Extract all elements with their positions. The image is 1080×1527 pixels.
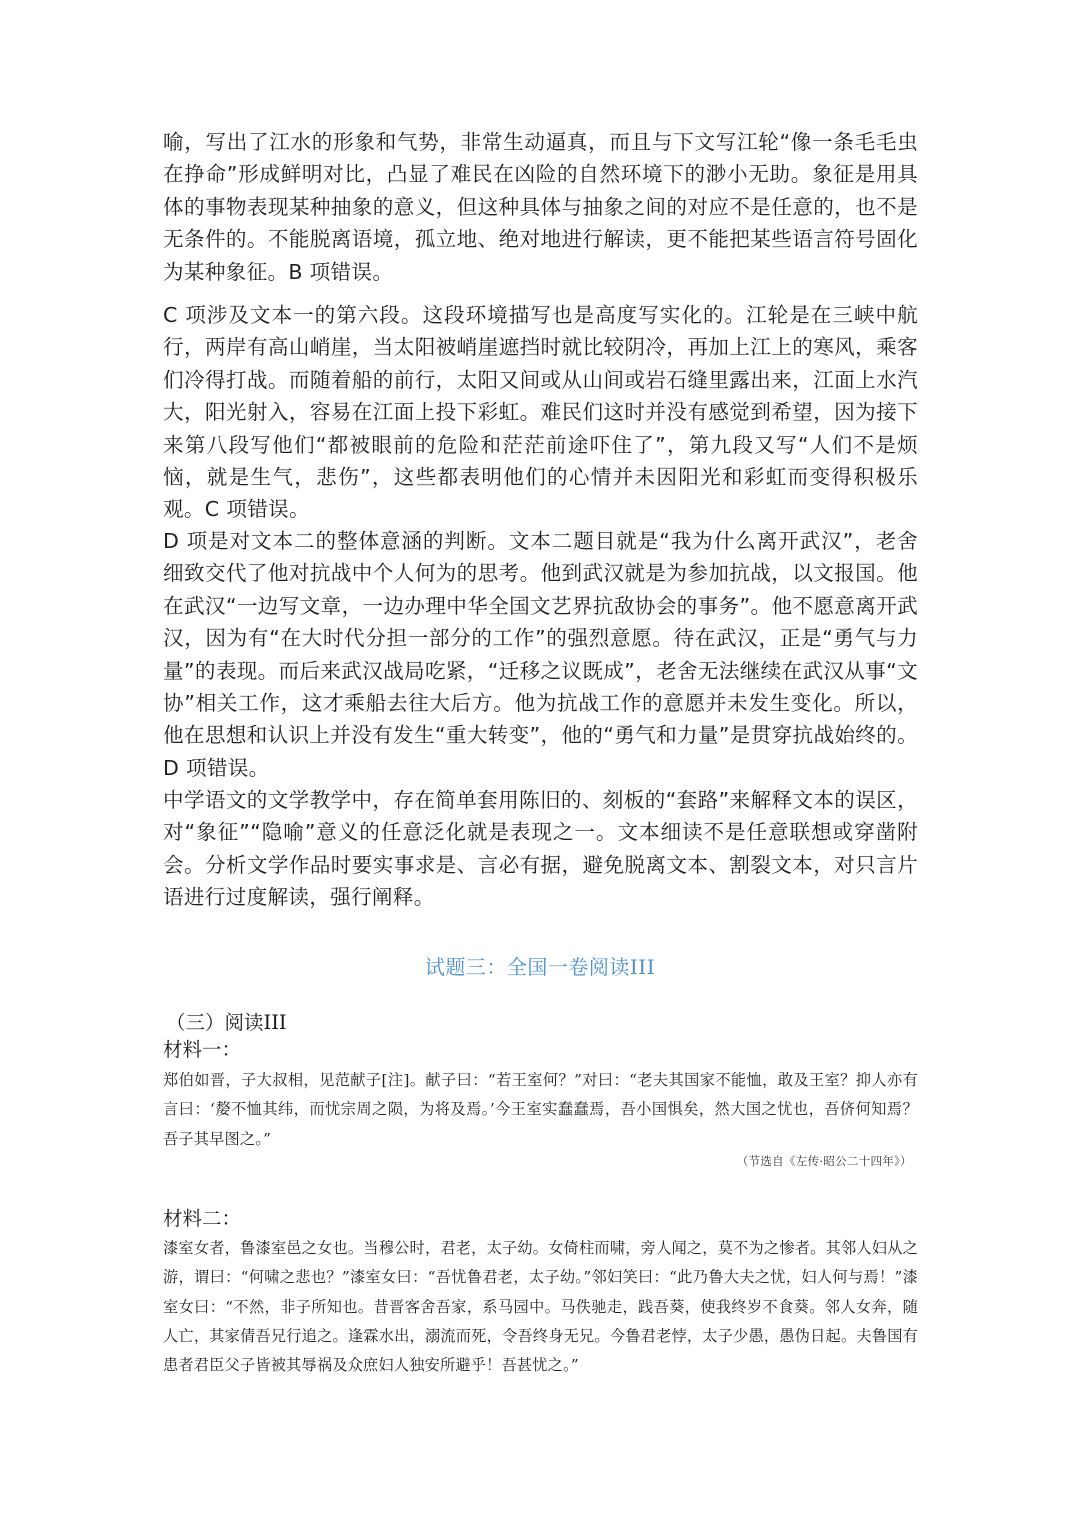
analysis-paragraph-c: C 项涉及文本一的第六段。这段环境描写也是高度写实化的。江轮是在三峡中航行，两岸有高山峭崖，当太阳被峭崖遮挡时就比较阴冷，再加上江上的寒风，乘客们冷得打战。而随着船的前行，太阳又间或从山间或岩石缝里露出来，江面上水汽大，阳光射入，容易在江面上投下彩虹。难民们这时并没有感觉到希望，因为接下来第八段写他们“都被眼前的危险和茫茫前途吓住了”，第九段又写“人们不是烦恼，就是生气，悲伤”，这些都表明他们的心情并未因阳光和彩虹而变得积极乐观。C 项错误。 <box>163 303 918 522</box>
analysis-paragraph-b: 喻，写出了江水的形象和气势，非常生动逼真，而且与下文写江轮“像一条毛毛虫在挣命”形成鲜明对比，凸显了难民在凶险的自然环境下的渺小无助。象征是用具体的事物表现某种抽象的意义，但这种具体与抽象之间的对应不是任意的，也不是无条件的。不能脱离语境，孤立地、绝对地进行解读，更不能把某些语言符号固化为某种象征。B 项错误。 <box>163 130 918 284</box>
material-1-text: 郑伯如晋，子大叔相，见范献子[注]。献子曰：“若王室何？”对曰：“老夫其国家不能恤，敢及王室？抑人亦有言曰：‘嫠不恤其纬，而忧宗周之陨，为将及焉。’今王室实蠢蠢焉，吾小国惧矣，然大国之忧也，吾侪何知焉？吾子其早图之。” <box>163 1071 918 1148</box>
reading-heading: （三）阅读III <box>166 1011 287 1034</box>
material-1-source: （节选自《左传·昭公二十四年》） <box>736 1154 912 1168</box>
section-title: 试题三：全国一卷阅读III <box>424 955 656 979</box>
analysis-paragraph-d: D 项是对文本二的整体意涵的判断。文本二题目就是“我为什么离开武汉”，老舍细致交代了他对抗战中个人何为的思考。他到武汉就是为参加抗战，以文报国。他在武汉“一边写文章，一边办理中华全国文艺界抗敌协会的事务”。他不愿意离开武汉，因为有“在大时代分担一部分的工作”的强烈意愿。待在武汉，正是“勇气与力量”的表现。而后来武汉战局吃紧，“迁移之议既成”，老舍无法继续在武汉从事“文协”相关工作，这才乘船去往大后方。他为抗战工作的意愿并未发生变化。所以，他在思想和认识上并没有发生“重大转变”，他的“勇气和力量”是贯穿抗战始终的。D 项错误。 <box>163 529 918 780</box>
teaching-summary-paragraph: 中学语文的文学教学中，存在简单套用陈旧的、刻板的“套路”来解释文本的误区，对“象征”“隐喻”意义的任意泛化就是表现之一。文本细读不是任意联想或穿凿附会。分析文学作品时要实事求是、言必有据，避免脱离文本、割裂文本，对只言片语进行过度解读，强行阐释。 <box>163 788 918 910</box>
material-1-title: 材料一： <box>163 1038 242 1061</box>
material-2-title: 材料二： <box>163 1207 242 1230</box>
material-2-text: 漆室女者，鲁漆室邑之女也。当穆公时，君老，太子幼。女倚柱而啸，旁人闻之，莫不为之惨者。其邻人妇从之游，谓曰：“何啸之悲也？”漆室女曰：“吾忧鲁君老，太子幼。”邻妇笑曰：“此乃鲁大夫之忧，妇人何与焉！”漆室女曰：“不然，非子所知也。昔晋客舍吾家，系马园中。马佚驰走，践吾葵，使我终岁不食葵。邻人女奔，随人亡，其家倩吾兄行追之。逢霖水出，溺流而死，令吾终身无兄。今鲁君老悖，太子少愚，愚伪日起。夫鲁国有患者君臣父子皆被其辱祸及众庶妇人独安所避乎！吾甚忧之。” <box>163 1239 918 1375</box>
